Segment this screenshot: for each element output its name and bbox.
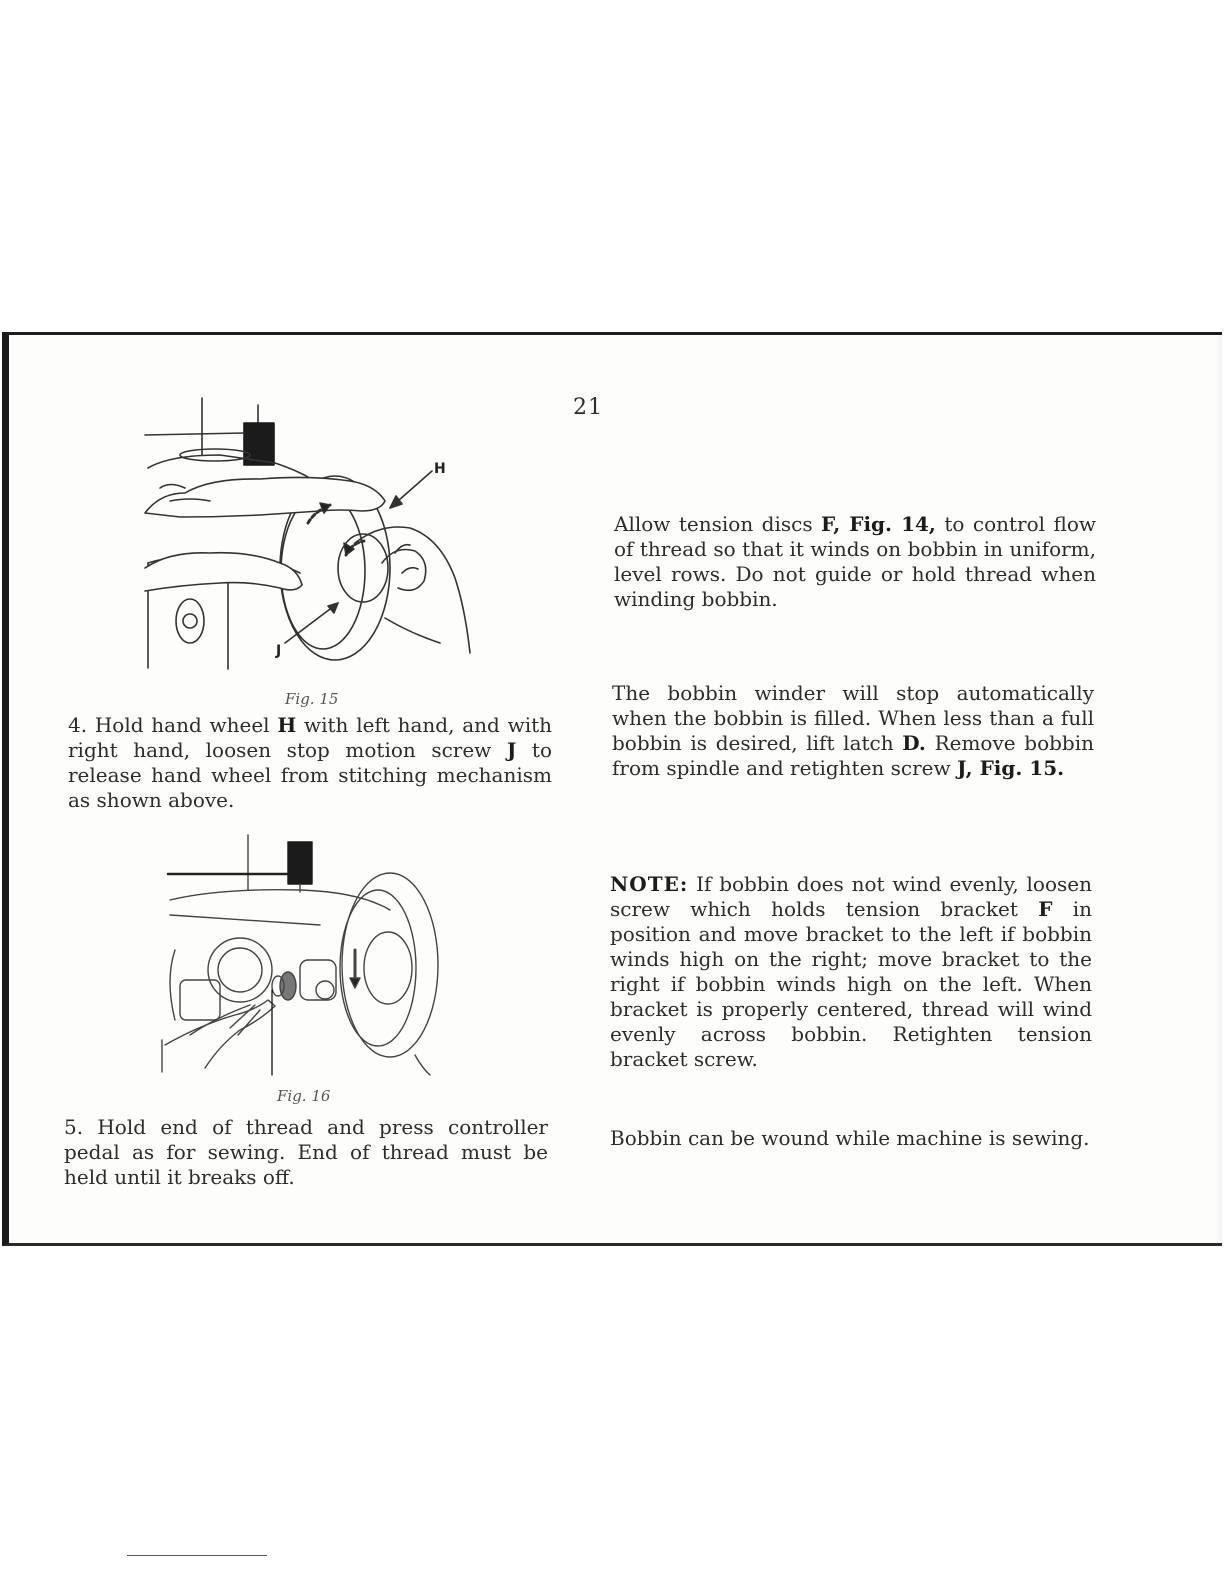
page-number: 21 [573,395,603,420]
figure-15-illustration [140,393,485,678]
figure-16-illustration [160,830,445,1085]
note-label: NOTE: [610,872,689,896]
bobbin-winder-paragraph: The bobbin winder will stop automatically when the bobbin is filled. When less than a full bobbin is desired, lift latch D. Remove bobbin from spindle and retighten screw J, Fig. 15. [612,681,1095,780]
figure-16 [160,830,445,1085]
note-paragraph: NOTE: If bobbin does not wind evenly, loosen screw which holds tension bracket F in position and move bracket to the left if bobbin winds high on the right; move bracket to the right if bobbin winds high on the left. When bracket is properly centered, thread will wind evenly across bobbin. Retighten tension bracket screw. [610,872,1092,1071]
figure-15-caption: Fig. 15 [285,690,339,708]
tension-discs-paragraph: Allow tension discs F, Fig. 14, to control flow of thread so that it winds on bobbin in uniform, level rows. Do not guide or hold thread when winding bobbin. [614,512,1096,611]
figure-16-caption: Fig. 16 [277,1087,331,1105]
step-5-text: 5. Hold end of thread and press controller pedal as for sewing. End of thread must be held until it breaks off. [64,1115,548,1189]
figure-15 [140,393,485,678]
figure-15-label-h: H [434,461,446,477]
figure-15-label-j: J [276,643,282,659]
wound-while-sewing-paragraph: Bobbin can be wound while machine is sewing. [610,1126,1090,1150]
step-4-text: 4. Hold hand wheel H with left hand, and with right hand, loosen stop motion screw J to release hand wheel from stitching mechanism as shown above. [68,713,553,812]
footer-line [127,1555,267,1556]
page-edge-shadow [1216,335,1222,1243]
